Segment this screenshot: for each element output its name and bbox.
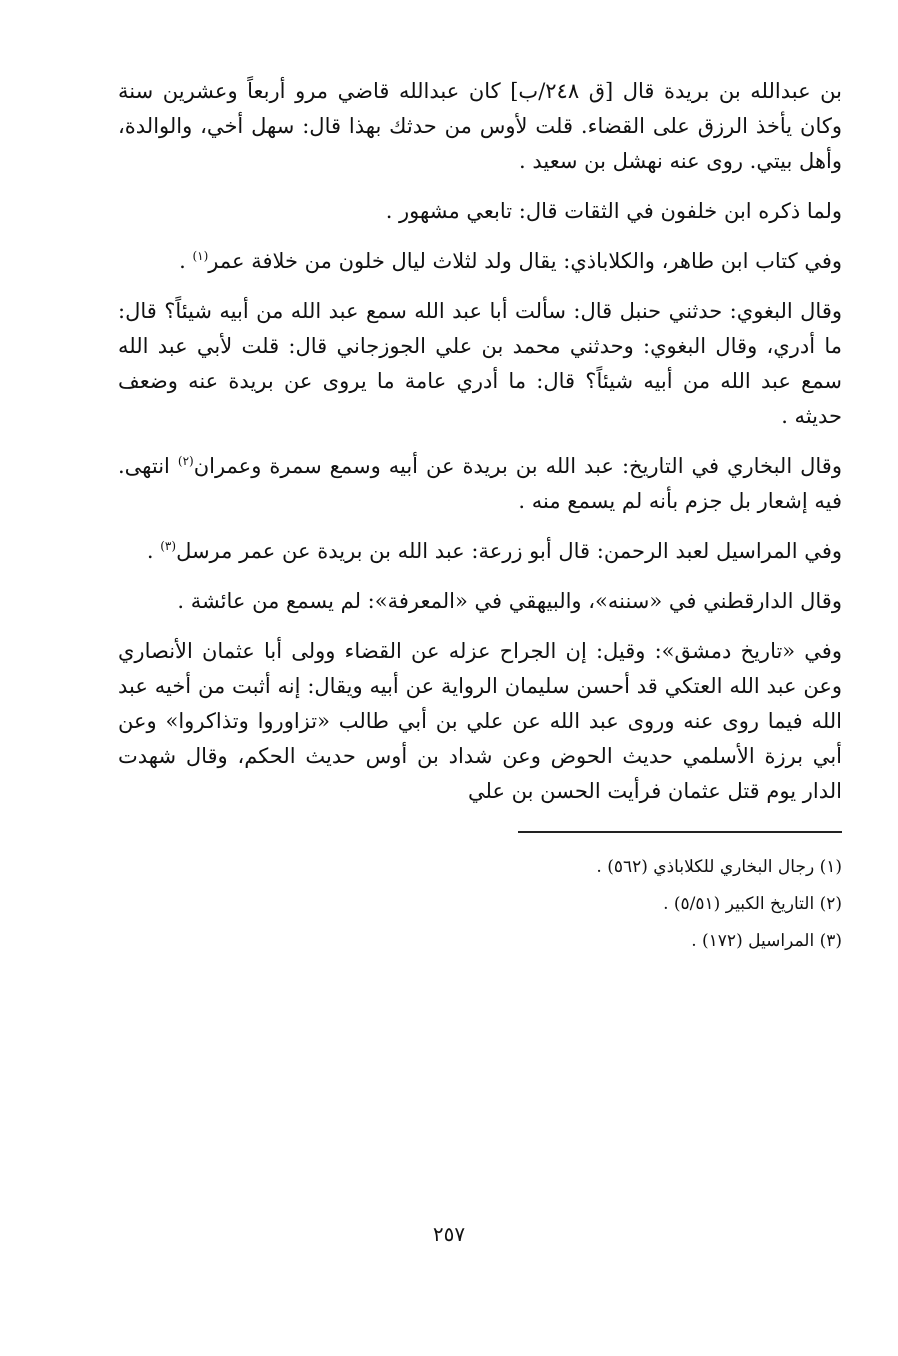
- footnote-ref-1[interactable]: (١): [192, 249, 209, 263]
- paragraph-6: وفي المراسيل لعبد الرحمن: قال أبو زرعة: عبد الله بن بريدة عن عمر مرسل$^{(٣)}$ .: [146, 539, 842, 563]
- footnote-ref-2[interactable]: (٢): [177, 454, 194, 468]
- footnote-3: (٣) المراسيل (١٧٢) .: [691, 931, 842, 951]
- paragraph-8: وفي «تاريخ دمشق»: وقيل: إن الجراح عزله عن القضاء وولى أبا عثمان الأنصاري وعن عبد الله العتكي قد أحسن سليمان الرواية عن أبيه ويقال: إنه أثبت من أخيه عبد الله فيما روى عنه وروى عبد الله عن علي بن أبي طالب «تزاوروا وتذاكروا» وعن أبي برزة الأسلمي حديث الحوض وعن شداد بن أوس حديث الحكم، وقال شهدت الدار يوم قتل عثمان فرأيت الحسن بن علي: [118, 639, 842, 803]
- footnote-2: (٢) التاريخ الكبير (٥/٥١) .: [663, 894, 842, 914]
- main-text: [118, 74, 842, 809]
- paragraph-1: بن عبدالله بن بريدة قال [ق ٢٤٨/ب] كان عبدالله قاضي مرو أربعاً وعشرين سنة وكان يأخذ الرزق على القضاء. قلت لأوس من حدثك بهذا قال: سهل أخي، والوالدة، وأهل بيتي. روى عنه نهشل بن سعيد .: [118, 79, 843, 173]
- footnotes-section: [118, 831, 842, 960]
- page-number: ٢٥٧: [432, 1222, 466, 1246]
- paragraph-5: وقال البخاري في التاريخ: عبد الله بن بريدة عن أبيه وسمع سمرة وعمران$^{(٢)}$ انتهى. فيه إشعار بل جزم بأنه لم يسمع منه .: [118, 454, 842, 513]
- footnote-divider: [518, 831, 842, 833]
- paragraph-4: وقال البغوي: حدثني حنبل قال: سألت أبا عبد الله سمع عبد الله من أبيه شيئاً؟ قال: ما أدري، وقال البغوي: وحدثني محمد بن علي الجوزجاني قال: قلت لأبي عبد الله سمع عبد الله من أبيه شيئاً؟ قال: ما أدري عامة ما يروى عن بريدة عنه وضعف حديثه .: [118, 299, 842, 428]
- paragraph-3: وفي كتاب ابن طاهر، والكلاباذي: يقال ولد لثلاث ليال خلون من خلافة عمر$^{(١)}$ .: [179, 249, 842, 273]
- paragraph-2: ولما ذكره ابن خلفون في الثقات قال: تابعي مشهور .: [385, 199, 842, 223]
- footnote-1: (١) رجال البخاري للكلاباذي (٥٦٢) .: [596, 857, 842, 877]
- page-body: [118, 74, 842, 960]
- footnote-ref-3[interactable]: (٣): [160, 539, 177, 553]
- paragraph-7: وقال الدارقطني في «سننه»، والبيهقي في «المعرفة»: لم يسمع من عائشة .: [177, 589, 842, 613]
